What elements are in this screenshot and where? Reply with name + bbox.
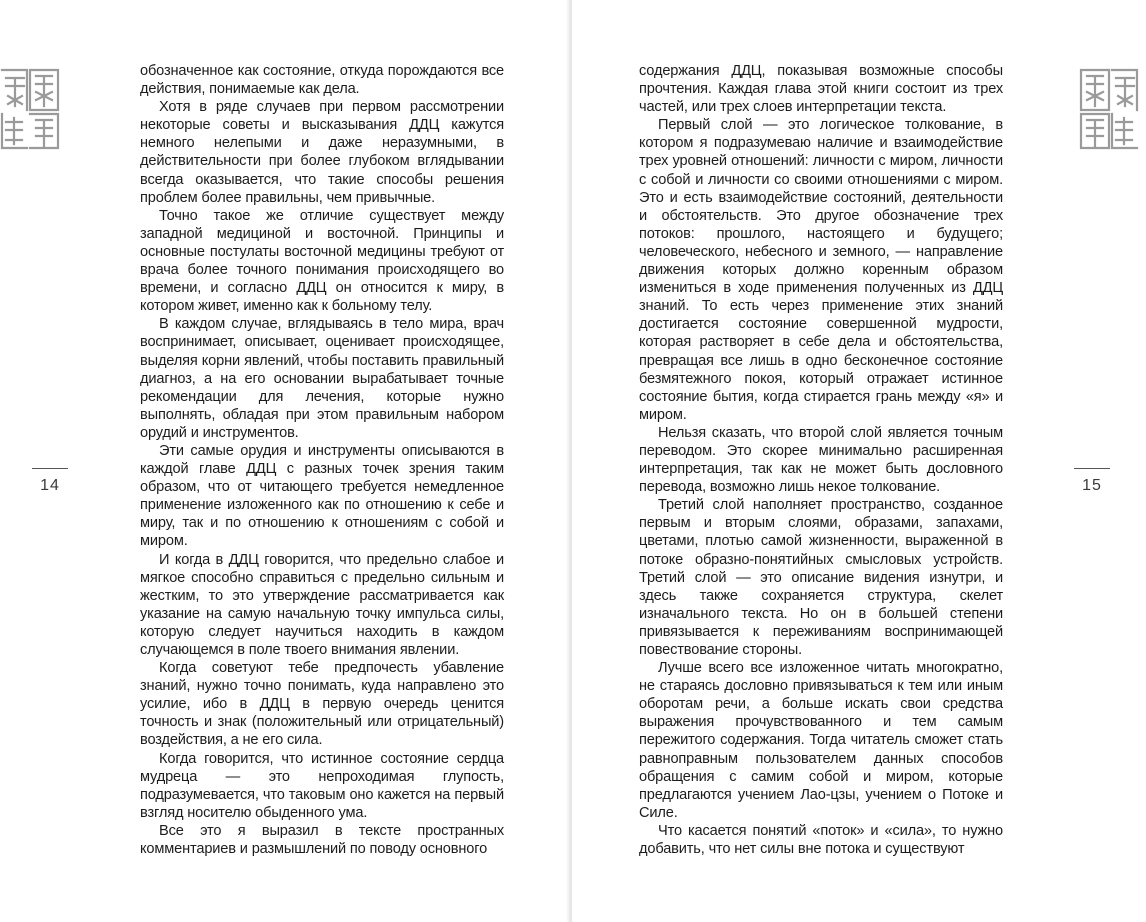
paragraph: Что касается понятий «поток» и «сила», то нужно добавить, что нет силы вне потока и существуют bbox=[639, 822, 1003, 858]
folio-rule bbox=[1074, 468, 1110, 469]
left-page-text bbox=[140, 62, 504, 858]
paragraph: Когда говорится, что истинное состояние сердца мудреца — это непроходимая глупость, подразумевается, что таковым оно кажется на первый взгляд носителю обыденного ума. bbox=[140, 750, 504, 821]
page-number bbox=[32, 468, 68, 495]
paragraph: Эти самые орудия и инструменты описываются в каждой главе ДДЦ с разных точек зрения таким образом, что от читающего требуется немедленное применение изложенного как по отношению к себе и миру, так и по отношению к отношениям с собой и миром. bbox=[140, 442, 504, 550]
page-number-text: 14 bbox=[40, 477, 60, 494]
paragraph: Первый слой — это логическое толкование, в котором я подразумеваю наличие и взаимодействие трех уровней отношений: личности с миром, личности с собой и личности со своими отношениями с миром. Это и есть взаимодействие состояний, деятельности и обстоятельств. Это другое обозначение трех потоков: прошлого, настоящего и будущего; человеческого, небесного и земного, — направление движения которых должно коренным образом измениться в ходе применения полученных из ДДЦ знаний. То есть через применение этих знаний достигается состояние совершенной мудрости, которая растворяет в себе дела и обстоятельства, превращая все лишь в одно бесконечное состояние безмятежного покоя, который отражает истинное состояние бытия, когда стирается грань между «я» и миром. bbox=[639, 117, 1003, 423]
paragraph: В каждом случае, вглядываясь в тело мира, врач воспринимает, описывает, оценивает происходящее, выделяя корни явлений, чтобы поставить правильный диагноз, а на его основании вырабатывает точные рекомендации для лечения, которые нужно выполнять, обладая при этом правильным набором орудий и инструментов. bbox=[140, 316, 504, 441]
paragraph: Лучше всего все изложенное читать многократно, не стараясь дословно привязываться к тем или иным оборотам речи, а больше искать свои средства выражения прочувствованного и тем самым пережитого содержания. Тогда читатель сможет стать равноправным пользователем данных способов обращения с самим собой и миром, которые предлагаются учением Лао-цзы, учением о Потоке и Силе. bbox=[639, 660, 1003, 821]
page-number bbox=[1074, 468, 1110, 495]
paragraph: содержания ДДЦ, показывая возможные способы прочтения. Каждая глава этой книги состоит из трех частей, или трех слоев интерпретации текста. bbox=[639, 63, 1003, 116]
chinese-seal-icon bbox=[0, 66, 62, 152]
paragraph: Точно такое же отличие существует между западной медициной и восточной. Принципы и основные постулаты восточной медицины требуют от врача более точного понимания происходящего во времени, и согласно ДДЦ он относится к миру, в котором живет, именно как к больному телу. bbox=[140, 207, 504, 315]
chinese-seal-icon bbox=[1077, 66, 1139, 152]
right-page bbox=[572, 0, 1146, 922]
paragraph: Все это я выразил в тексте пространных комментариев и размышлений по поводу основного bbox=[140, 822, 504, 858]
right-page-text bbox=[639, 62, 1003, 858]
paragraph: обозначенное как состояние, откуда порождаются все действия, понимаемые как дела. bbox=[140, 63, 504, 98]
paragraph: Третий слой наполняет пространство, созданное первым и вторым слоями, образами, запахами, цветами, плотью самой жизненности, выраженной в потоке образно-понятийных смысловых устройств. Третий слой — это описание видения изнутри, и здесь также сохраняется структура, скелет изначального текста. Но он в большей степени привязывается к переживаниям воспринимающей повествование стороны. bbox=[639, 497, 1003, 658]
paragraph: Хотя в ряде случаев при первом рассмотрении некоторые советы и высказывания ДДЦ кажутся немного нелепыми и даже неразумными, в действительности при более глубоком вглядывании всегда оказывается, что такие способы решения проблем более правильны, чем привычные. bbox=[140, 99, 504, 206]
paragraph: И когда в ДДЦ говорится, что предельно слабое и мягкое способно справиться с предельно сильным и жестким, то это утверждение рассматривается как указание на самую начальную точку импульса силы, которую следует научиться находить в каждом случающемся в поле твоего внимания явлении. bbox=[140, 551, 504, 658]
paragraph: Нельзя сказать, что второй слой является точным переводом. Это скорее минимально расширенная интерпретация, так как не может быть дословного перевода, возможно лишь некое толкование. bbox=[639, 424, 1003, 496]
left-page bbox=[0, 0, 569, 922]
paragraph: Когда советуют тебе предпочесть убавление знаний, нужно точно понимать, куда направлено это усилие, ибо в ДДЦ в первую очередь ценится точность и знак (положительный или отрицательный) воздействия, а не его сила. bbox=[140, 660, 504, 749]
page-number-text: 15 bbox=[1082, 477, 1102, 494]
folio-rule bbox=[32, 468, 68, 469]
